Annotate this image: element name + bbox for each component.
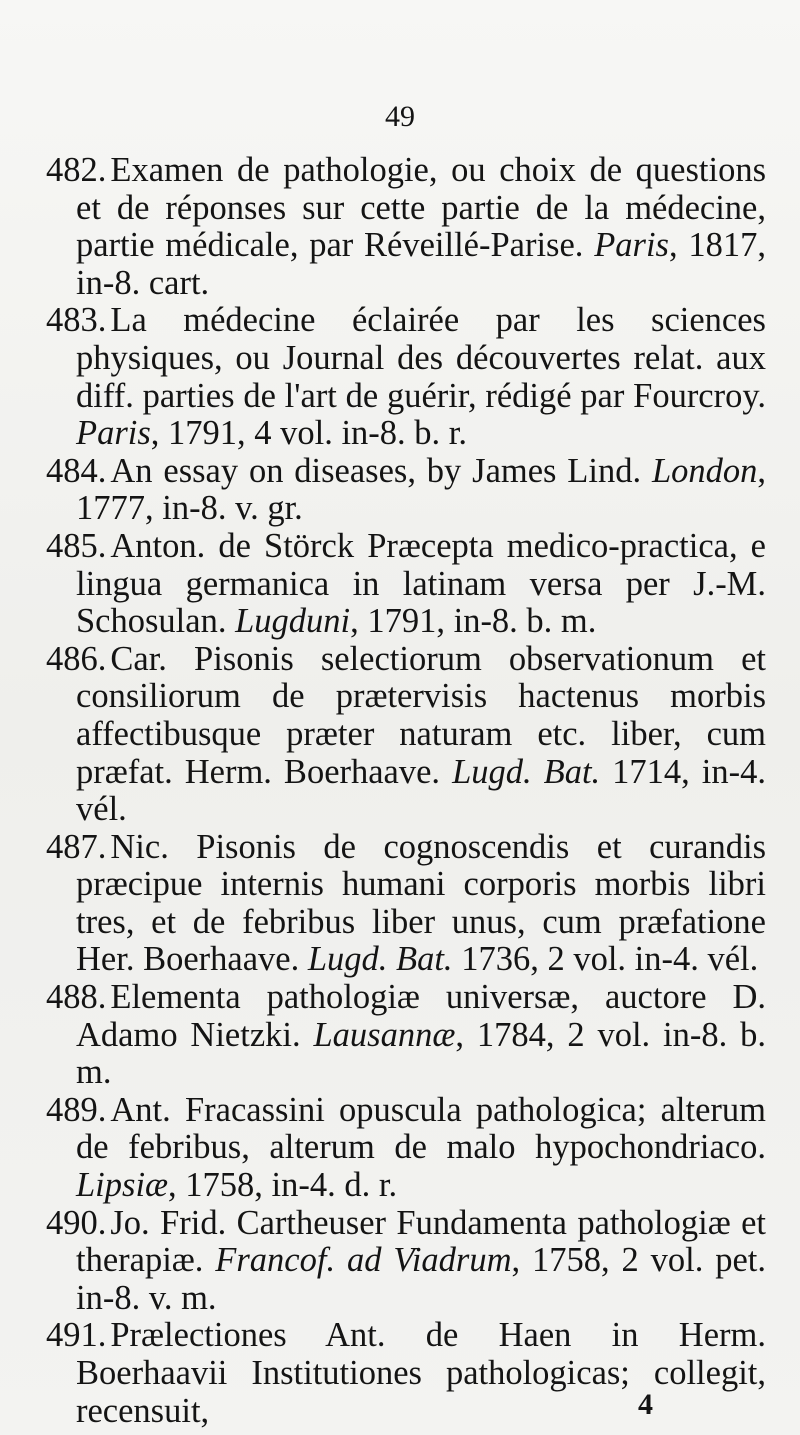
entry-place: Lugduni: [235, 602, 351, 641]
entry-text: La médecine éclairée par les sciences physiques, ou Journal des découvertes relat. aux diff. parties de l'art de guérir, rédigé par Fourcroy.: [76, 301, 766, 415]
entry-number: 485.: [46, 526, 107, 565]
catalog-entry: [46, 1205, 766, 1318]
entry-details: , 1784, 2 vol. in-8. b. m.: [76, 1015, 766, 1092]
catalog-entries: [46, 152, 766, 1430]
entry-details: , 1777, in-8. v. gr.: [76, 451, 766, 528]
entry-details: , 1758, in-4. d. r.: [168, 1166, 398, 1205]
entry-number: 482.: [46, 151, 107, 189]
entry-details: , 1817, in-8. cart.: [76, 226, 767, 302]
entry-number: 484.: [46, 451, 107, 490]
entry-number: 487.: [46, 827, 107, 866]
entry-text: Examen de pathologie, ou choix de questions et de réponses sur cette partie de la médecine, partie médicale, par Réveillé-Parise.: [76, 151, 766, 265]
catalog-entry: [46, 528, 766, 641]
catalog-entry: [46, 641, 766, 829]
entry-place: Lipsiæ: [76, 1166, 169, 1205]
catalog-entry: [46, 829, 766, 979]
catalog-entry: [46, 979, 766, 1092]
catalog-entry: [46, 302, 766, 452]
entry-details: 1736, 2 vol. in-4. vél.: [452, 940, 759, 979]
entry-number: 489.: [46, 1090, 107, 1129]
page-number: 49: [385, 100, 415, 133]
entry-number: 486.: [46, 639, 107, 678]
entry-place: Lugd. Bat.: [307, 940, 453, 979]
entry-place: Lausannæ: [313, 1015, 456, 1054]
entry-text: Elementa pathologiæ universæ, auctore D. Adamo Nietzki.: [76, 978, 766, 1054]
entry-place: Paris: [594, 226, 669, 265]
entry-details: , 1758, 2 vol. pet. in-8. v. m.: [76, 1241, 766, 1317]
entry-text: Ant. Fracassini opuscula pathologica; alterum de febribus, alterum de malo hypochondriaco.: [76, 1090, 766, 1167]
entry-text: Car. Pisonis selectiorum observationum et consiliorum de prætervisis hactenus morbis affectibusque præter naturam etc. liber, cum præfat. Herm. Boerhaave.: [76, 639, 766, 791]
entry-number: 488.: [46, 978, 107, 1017]
catalog-entry: [46, 453, 766, 528]
entry-details: , 1791, in-8. b. m.: [350, 602, 597, 641]
entry-number: 491.: [46, 1316, 107, 1355]
signature-mark: 4: [638, 1388, 653, 1421]
catalog-entry: [46, 152, 766, 302]
entry-details: 1714, in-4. vél.: [76, 752, 766, 829]
entry-place: London: [651, 451, 758, 490]
entry-place: Lugd. Bat.: [452, 752, 601, 791]
entry-details: , 1791, 4 vol. in-8. b. r.: [150, 414, 468, 453]
entry-text: Nic. Pisonis de cognoscendis et curandis præcipue internis humani corporis morbis libri tres, et de febribus liber unus, cum præfatione Her. Boerhaave.: [76, 827, 766, 979]
entry-text: An essay on diseases, by James Lind.: [110, 451, 642, 490]
entry-place: Paris: [76, 414, 151, 453]
entry-text: Prælectiones Ant. de Haen in Herm. Boerhaavii Institutiones pathologicas; collegit, recensuit,: [76, 1316, 766, 1430]
entry-number: 490.: [46, 1203, 107, 1242]
entry-text: Anton. de Störck Præcepta medico-practica, e lingua germanica in latinam versa per J.-M. Schosulan.: [76, 526, 766, 641]
entry-number: 483.: [46, 301, 107, 340]
catalog-entry: [46, 1092, 766, 1205]
catalog-entry: [46, 1317, 766, 1430]
entry-text: Jo. Frid. Cartheuser Fundamenta pathologiæ et therapiæ.: [76, 1203, 766, 1280]
entry-place: Francof. ad Viadrum: [215, 1241, 512, 1280]
